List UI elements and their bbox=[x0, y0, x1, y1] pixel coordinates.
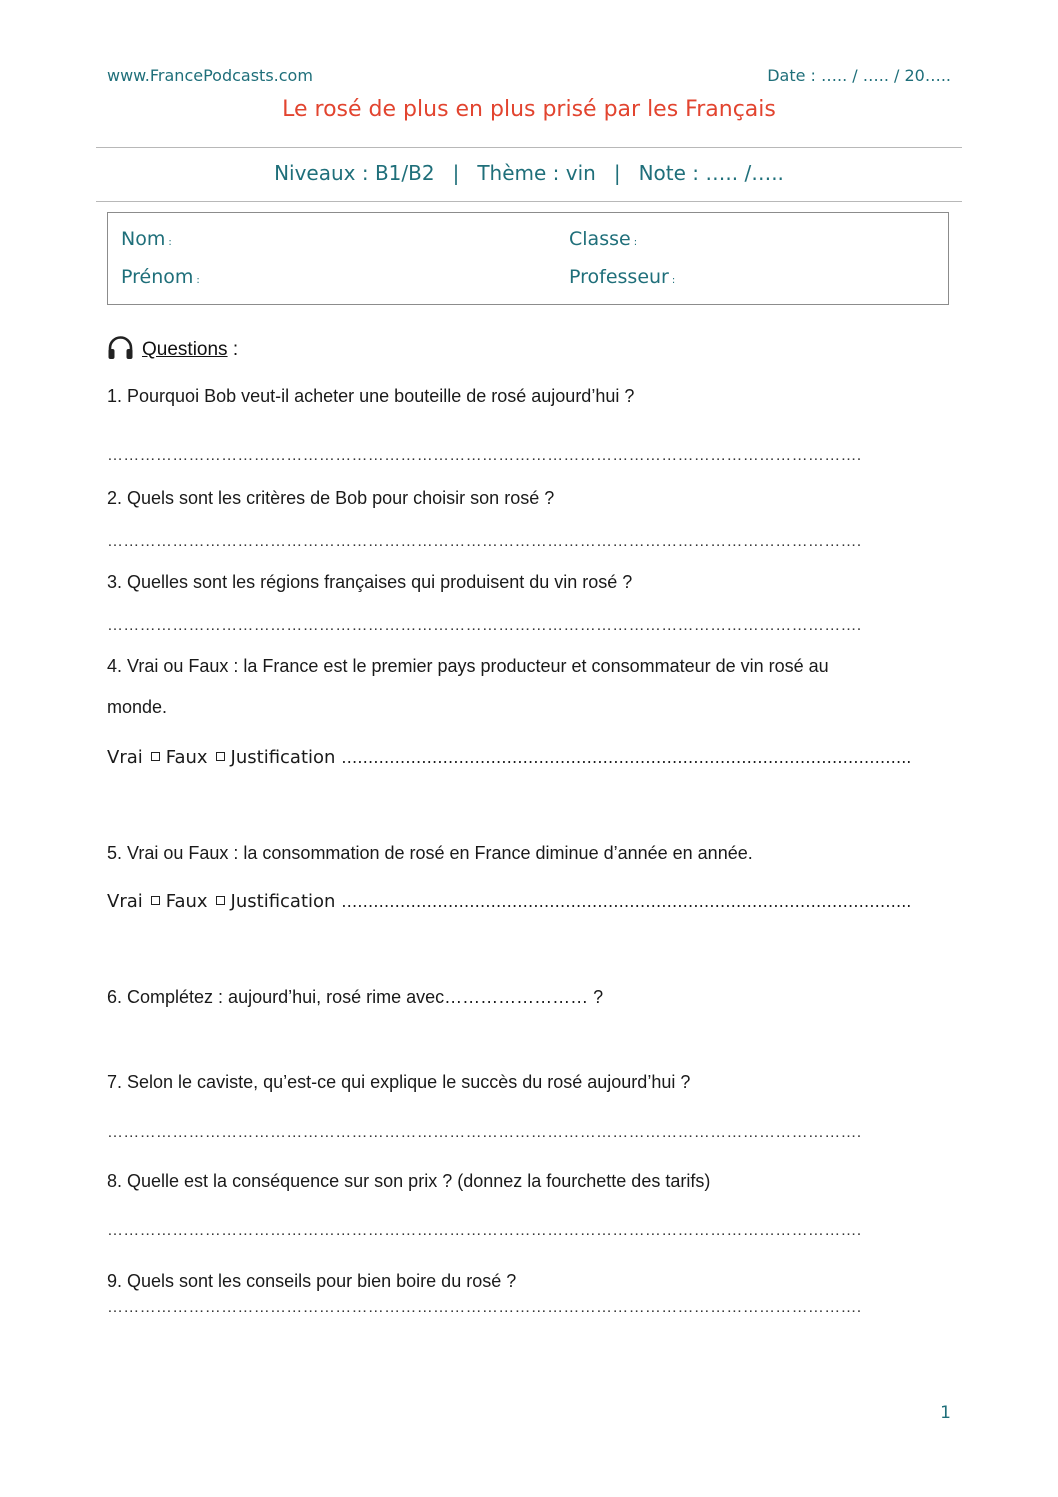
question-8: 8. Quelle est la conséquence sur son prix ? (donnez la fourchette des tarifs) bbox=[107, 1171, 711, 1191]
question-4: 4. Vrai ou Faux : la France est le premier pays producteur et consommateur de vin rosé au bbox=[107, 656, 829, 676]
true-false-row-4: Vrai Faux Justification …………………………………………………………………………………………….. bbox=[107, 747, 912, 768]
question-5: 5. Vrai ou Faux : la consommation de rosé en France diminue d’année en année. bbox=[107, 843, 753, 863]
classe-field: Classe : bbox=[569, 228, 638, 250]
question-3: 3. Quelles sont les régions françaises qui produisent du vin rosé ? bbox=[107, 572, 633, 592]
headphones-icon bbox=[107, 336, 134, 366]
answer-line-1: …………………………………………………………………………………………………………………………. bbox=[107, 447, 862, 464]
site-url: www.FrancePodcasts.com bbox=[107, 66, 313, 85]
professeur-field: Professeur : bbox=[569, 266, 676, 288]
answer-line-3: …………………………………………………………………………………………………………………………. bbox=[107, 617, 862, 634]
faux-checkbox[interactable] bbox=[216, 752, 225, 761]
true-false-row-5: Vrai Faux Justification …………………………………………………………………………………………….. bbox=[107, 891, 912, 912]
question-1: 1. Pourquoi Bob veut-il acheter une bouteille de rosé aujourd’hui ? bbox=[107, 386, 635, 406]
faux-checkbox[interactable] bbox=[216, 896, 225, 905]
question-9: 9. Quels sont les conseils pour bien boire du rosé ? bbox=[107, 1271, 517, 1291]
levels-line bbox=[0, 161, 1058, 185]
theme-label: Thème : vin bbox=[477, 161, 596, 185]
note-label: Note : ….. /….. bbox=[638, 161, 784, 185]
answer-line-7: …………………………………………………………………………………………………………………………. bbox=[107, 1124, 862, 1141]
answer-line-8: …………………………………………………………………………………………………………………………. bbox=[107, 1222, 862, 1239]
divider-bottom bbox=[96, 201, 962, 202]
question-7: 7. Selon le caviste, qu’est-ce qui explique le succès du rosé aujourd’hui ? bbox=[107, 1072, 691, 1092]
question-6: 6. Complétez : aujourd’hui, rosé rime avec…………………… ? bbox=[107, 987, 604, 1007]
levels-separator: | bbox=[613, 161, 621, 185]
justification-line: …………………………………………………………………………………………….. bbox=[341, 748, 912, 767]
levels-separator: | bbox=[452, 161, 460, 185]
prenom-field: Prénom : bbox=[121, 266, 200, 288]
justification-line: …………………………………………………………………………………………….. bbox=[341, 892, 912, 911]
page-number: 1 bbox=[940, 1403, 951, 1423]
vrai-checkbox[interactable] bbox=[151, 896, 160, 905]
levels-label: Niveaux : B1/B2 bbox=[274, 161, 435, 185]
divider-top bbox=[96, 147, 962, 148]
answer-line-2: …………………………………………………………………………………………………………………………. bbox=[107, 533, 862, 550]
answer-line-9: …………………………………………………………………………………………………………………………. bbox=[107, 1299, 862, 1316]
date-field: Date : ….. / ….. / 20….. bbox=[767, 66, 951, 85]
questions-heading: Questions : bbox=[107, 336, 238, 366]
question-4-continued: monde. bbox=[107, 697, 168, 717]
question-2: 2. Quels sont les critères de Bob pour choisir son rosé ? bbox=[107, 488, 555, 508]
vrai-checkbox[interactable] bbox=[151, 752, 160, 761]
document-title: Le rosé de plus en plus prisé par les Français bbox=[282, 97, 776, 122]
nom-field: Nom : bbox=[121, 228, 172, 250]
student-info-box bbox=[107, 212, 949, 305]
